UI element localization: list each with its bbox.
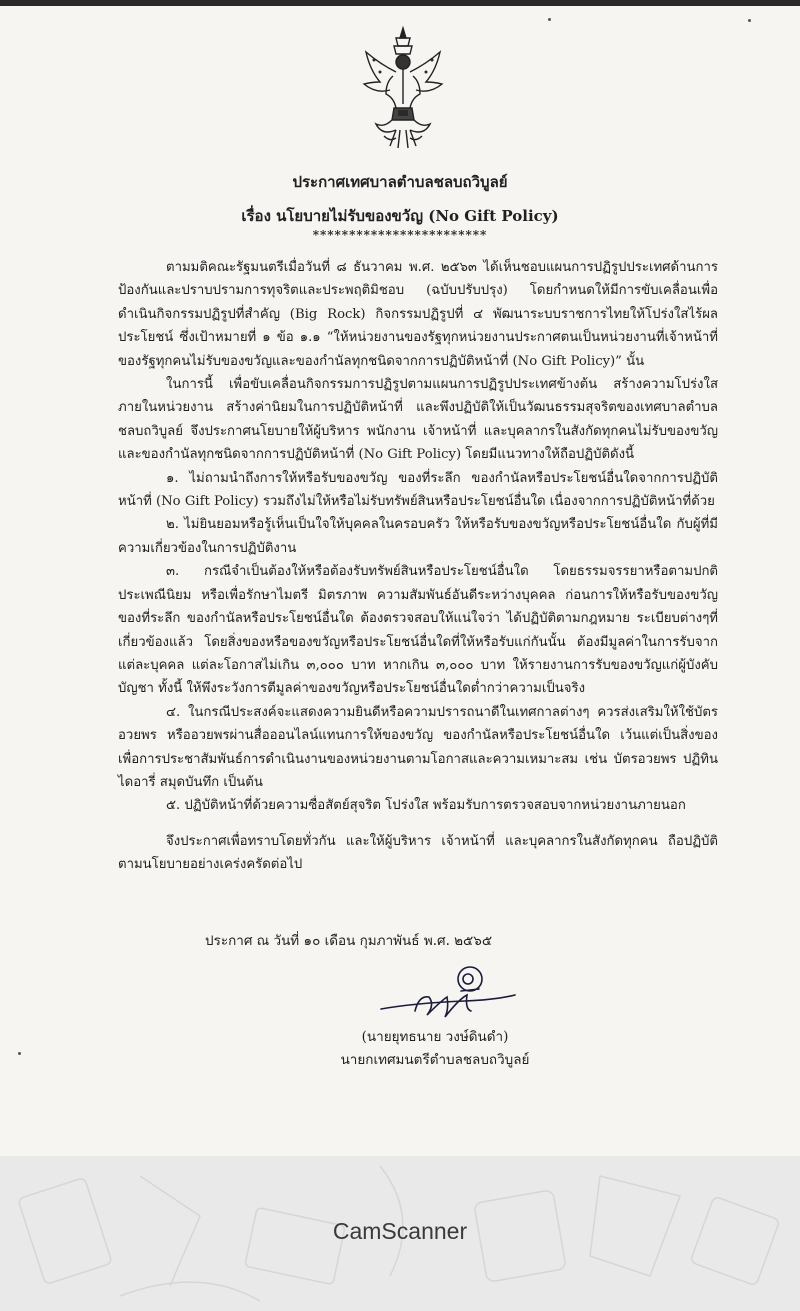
policy-item-1: ๑. ไม่ถามนำถึงการให้หรือรับของขวัญ ของที่ระลึก ของกำนัลหรือประโยชน์อื่นใดจากการปฏิบัติหน้าที่ (No Gift Policy) รวมถึงไม่ให้หรือไม่รับทรัพย์สินหรือประโยชน์อื่นใด เนื่องจากการปฏิบัติหน้าที่ด้วย bbox=[118, 470, 718, 510]
document-title: ประกาศเทศบาลตำบลชลบถวิบูลย์ bbox=[292, 173, 508, 191]
signer-name: (นายยุทธนาย วงษ์ดินดำ) bbox=[361, 1029, 509, 1045]
handwritten-signature bbox=[375, 965, 525, 1025]
scan-speck bbox=[18, 1052, 21, 1055]
camscanner-brand-label: CamScanner bbox=[332, 1218, 468, 1244]
paragraph-purpose: ในการนี้ เพื่อขับเคลื่อนกิจกรรมการปฏิรูปตามแผนการปฏิรูปประเทศข้างต้น สร้างความโปร่งใสภายในหน่วยงาน สร้างค่านิยมในการปฏิบัติหน้าที่ และพึงปฏิบัติให้เป็นวัฒนธรรมสุจริตของเทศบาลตำบลชลบถวิบูลย์ จึงประกาศนโยบายให้ผู้บริหาร พนักงาน เจ้าหน้าที่ และบุคลากรในสังกัดทุกคนไม่รับของขวัญและของกำนัลทุกชนิดจากการปฏิบัติหน้าที่ (No Gift Policy) โดยมีแนวทางให้ถือปฏิบัติดังนี้ bbox=[118, 377, 718, 463]
paragraph-closing: จึงประกาศเพื่อทราบโดยทั่วกัน และให้ผู้บริหาร เจ้าหน้าที่ และบุคลากรในสังกัดทุกคน ถือปฏิบัติตามนโยบายอย่างเคร่งครัดต่อไป bbox=[118, 833, 718, 873]
policy-item-3: ๓. กรณีจำเป็นต้องให้หรือต้องรับทรัพย์สินหรือประโยชน์อื่นใด โดยธรรมจรรยาหรือตามปกติประเพณีนิยม หรือเพื่อรักษาไมตรี มิตรภาพ ความสัมพันธ์อันดีระหว่างบุคคล ก่อนการให้หรือรับของขวัญของที่ระลึก ของกำนัลหรือประโยชน์อื่นใด ต้องตรวจสอบให้แน่ใจว่า ได้ปฏิบัติตามกฎหมาย ระเบียบต่างๆที่เกี่ยวข้องแล้ว โดยสิ่งของหรือของขวัญหรือประโยชน์อื่นใดที่ให้หรือรับแก่กันนั้น ต้องมีมูลค่าในการรับจากแต่ละบุคคล แต่ละโอกาสไม่เกิน ๓,๐๐๐ บาท หากเกิน ๓,๐๐๐ บาท ให้รายงานการรับของขวัญแก่ผู้บังคับบัญชา ทั้งนี้ ให้พึงระวังการตีมูลค่าของขวัญหรือประโยชน์อื่นใดต่ำกว่าความเป็นจริง bbox=[118, 564, 718, 697]
policy-item-5: ๕. ปฏิบัติหน้าที่ด้วยความซื่อสัตย์สุจริต โปร่งใส พร้อมรับการตรวจสอบจากหน่วยงานภายนอก bbox=[166, 798, 686, 814]
document-subject: เรื่อง นโยบายไม่รับของขวัญ (No Gift Policy) bbox=[241, 207, 559, 225]
signer-position: นายกเทศมนตรีตำบลชลบถวิบูลย์ bbox=[340, 1052, 530, 1068]
policy-item-4: ๔. ในกรณีประสงค์จะแสดงความยินดีหรือความปรารถนาดีในเทศกาลต่างๆ ควรส่งเสริมให้ใช้บัตรอวยพร หรืออวยพรผ่านสื่อออนไลน์แทนการให้ของขวัญ ของกำนัลหรือประโยชน์อื่นใด เว้นแต่เป็นสิ่งของเพื่อการประชาสัมพันธ์การดำเนินงานของหน่วยงานตามโอกาสและความเหมาะสม เช่น บัตรอวยพร ปฏิทิน ไดอารี่ สมุดบันทึก เป็นต้น bbox=[118, 704, 718, 790]
document-body bbox=[118, 256, 718, 877]
announcement-date: ประกาศ ณ วันที่ ๑๐ เดือน กุมภาพันธ์ พ.ศ. ๒๕๖๕ bbox=[205, 933, 493, 949]
scanner-watermark-footer bbox=[0, 1156, 800, 1311]
scan-speck bbox=[548, 18, 551, 21]
paragraph-preamble: ตามมติคณะรัฐมนตรีเมื่อวันที่ ๘ ธันวาคม พ.ศ. ๒๕๖๓ ได้เห็นชอบแผนการปฏิรูปประเทศด้านการป้องกันและปราบปรามการทุจริตและประพฤติมิชอบ (ฉบับปรับปรุง) โดยกำหนดให้มีการขับเคลื่อนเพื่อดำเนินกิจกรรมปฏิรูปที่สำคัญ (Big Rock) กิจกรรมปฏิรูปที่ ๔ พัฒนาระบบราชการไทยให้โปร่งใสไร้ผลประโยชน์ ซึ่งเป้าหมายที่ ๑ ข้อ ๑.๑ “ให้หน่วยงานของรัฐทุกหน่วยงานประกาศตนเป็นหน่วยงานที่เจ้าหน้าที่ของรัฐทุกคนไม่รับของขวัญและของกำนัลทุกชนิดจากการปฏิบัติหน้าที่ (No Gift Policy)” นั้น bbox=[118, 260, 718, 369]
title-divider: ************************ bbox=[312, 228, 488, 242]
scan-speck bbox=[748, 19, 751, 22]
garuda-emblem-icon bbox=[360, 24, 446, 154]
policy-item-2: ๒. ไม่ยินยอมหรือรู้เห็นเป็นใจให้บุคคลในครอบครัว ให้หรือรับของขวัญหรือประโยชน์อื่นใด กับผู้ที่มีความเกี่ยวข้องในการปฏิบัติงาน bbox=[118, 517, 718, 556]
